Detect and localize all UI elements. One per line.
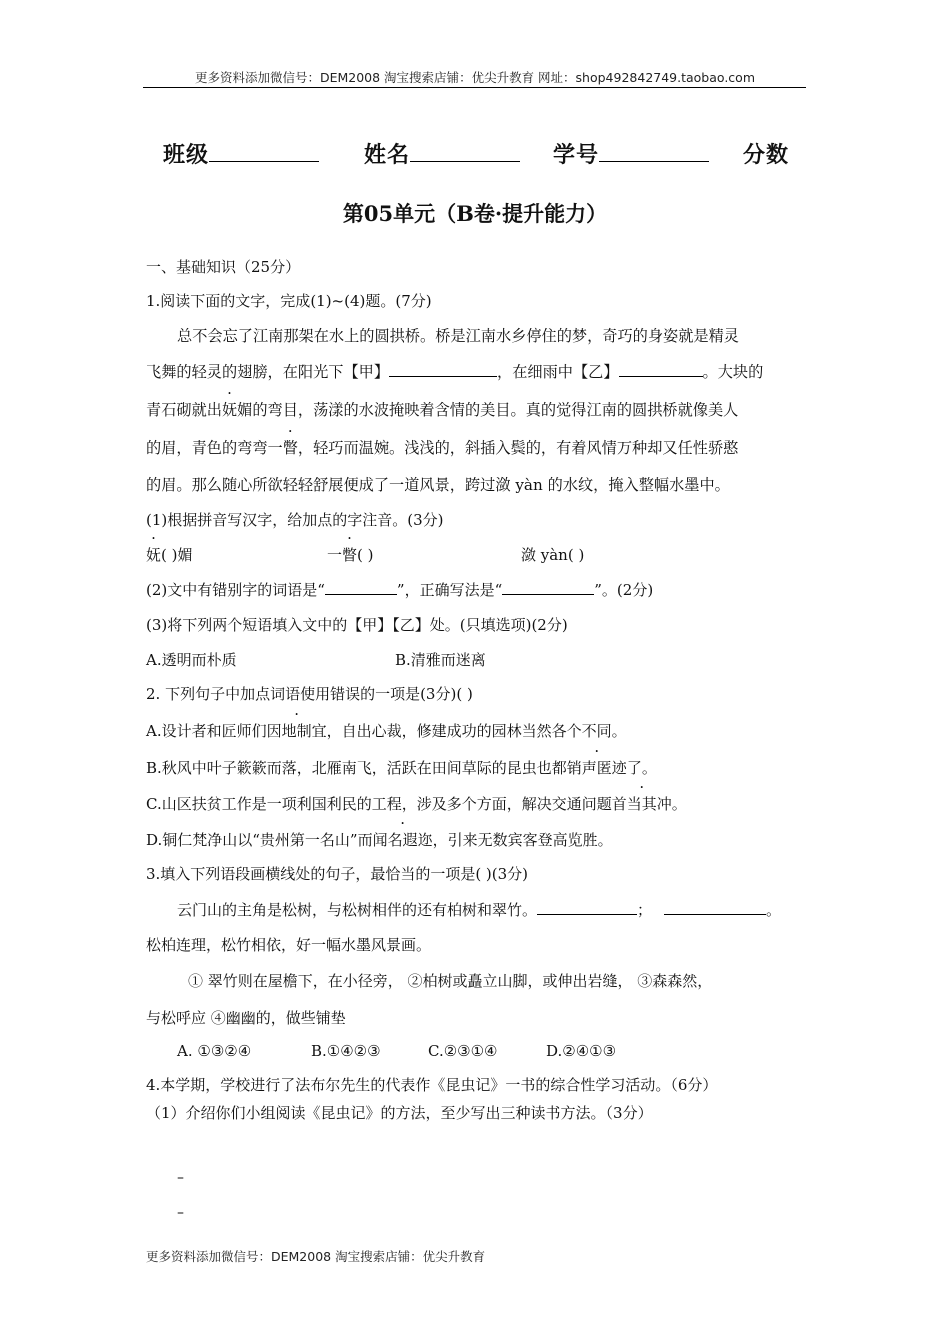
name-blank[interactable] [410, 161, 520, 162]
wrong-word-blank[interactable] [325, 582, 397, 595]
passage-line-1: 总不会忘了江南那架在水上的圆拱桥。桥是江南水乡停住的梦，奇巧的身姿就是精灵 [177, 327, 739, 345]
passage-line-3: 青石砌就出妩媚的弯目，荡漾的水波掩映着含情的美目。真的觉得江南的圆拱桥就像美人 [146, 401, 739, 419]
correct-word-blank[interactable] [502, 582, 594, 595]
q1-option-b: B.清雅而迷离 [395, 651, 486, 669]
q4-stem: 4.本学期，学校进行了法布尔先生的代表作《昆虫记》一书的综合性学习活动。（6分） [146, 1076, 718, 1094]
q2-option-c[interactable]: C.山区扶贫工作是一项利国利民的工程，涉及多个方面，解决交通问题首当其冲。 [146, 795, 687, 813]
q2-option-d[interactable]: D.铜仁梵净山以“贵州第一名山”而闻名遐迩，引来无数宾客登高览胜。 [146, 831, 613, 849]
page-title: 第05单元（B卷·提升能力） [342, 201, 608, 226]
page-footer: 更多资料添加微信号：DEM2008 淘宝搜索店铺：优尖升教育 [146, 1249, 486, 1264]
q3-choice-a[interactable]: A. ①③②④ [177, 1042, 252, 1060]
passage-line-2: 飞舞的轻灵的翅膀，在阳光下【甲】 ，在细雨中【乙】 。大块的 [146, 363, 764, 381]
dotted-char: 妩 [221, 401, 238, 419]
q1-option-a: A.透明而朴质 [146, 651, 237, 669]
q1-sub1-item-c[interactable]: 潋 yàn( ) [521, 546, 585, 564]
q1-sub1: (1)根据拼音写汉字，给加点的字注音。(3分) [146, 511, 444, 529]
q1-sub1-item-a[interactable]: 妩( )媚 [146, 546, 193, 564]
q3-stem: 3.填入下列语段画横线处的句子，最恰当的一项是( )(3分) [146, 865, 529, 883]
dotted-char: 瞥 [282, 439, 298, 457]
class-field [163, 138, 319, 169]
q3-choice-d[interactable]: D.②④①③ [546, 1042, 617, 1060]
score-label: 分数 [743, 143, 790, 168]
q3-choice-c[interactable]: C.②③①④ [428, 1042, 498, 1060]
answer-dash-1: – [177, 1170, 184, 1186]
q3-passage-line-2: 松柏连理，松竹相依，好一幅水墨风景画。 [146, 936, 432, 954]
q1-sub3: (3)将下列两个短语填入文中的【甲】【乙】处。(只填选项)(2分) [146, 616, 568, 634]
student-id-label: 学号 [553, 143, 600, 168]
q2-option-b[interactable]: B.秋风中叶子簌簌而落，北雁南飞，活跃在田间草际的昆虫也都销声匿迹了。 [146, 759, 657, 777]
q3-passage-line-1: 云门山的主角是松树，与松树相伴的还有柏树和翠竹。 ； 。 [177, 901, 782, 919]
answer-dash-2: – [177, 1205, 184, 1221]
passage-line-5: 的眉。那么随心所欲轻轻舒展便成了一道风景，跨过潋 yàn 的水纹，掩入整幅水墨中。 [146, 476, 730, 494]
page-header: 更多资料添加微信号：DEM2008 淘宝搜索店铺：优尖升教育 网址：shop492842749.taobao.com [194, 70, 756, 85]
class-blank[interactable] [209, 161, 319, 162]
q2-option-a[interactable]: A.设计者和匠师们因地制宜，自出心裁，修建成功的园林当然各个不同。 [146, 722, 627, 740]
blank-yi[interactable] [619, 364, 703, 377]
q3-sentences-cont: 与松呼应 ④幽幽的，做些铺垫 [146, 1009, 346, 1027]
q1-sub1-item-b[interactable]: 一瞥( ) [327, 546, 374, 564]
section-heading: 一、基础知识（25分） [146, 258, 301, 276]
q3-blank-2[interactable] [664, 902, 766, 915]
q3-sentences: ① 翠竹则在屋檐下，在小径旁， ②柏树或矗立山脚，或伸出岩缝， ③森森然， [188, 972, 713, 990]
passage-line-4: 的眉，青色的弯弯一瞥，轻巧而温婉。浅浅的，斜插入鬓的，有着风情万种却又任性骄憨 [146, 439, 739, 457]
student-id-blank[interactable] [599, 161, 709, 162]
header-rule [143, 87, 806, 88]
q4-sub1: （1）介绍你们小组阅读《昆虫记》的方法，至少写出三种读书方法。（3分） [146, 1104, 653, 1122]
q1-sub2: (2)文中有错别字的词语是“ ”，正确写法是“ ”。(2分) [146, 581, 654, 599]
q3-blank-1[interactable] [537, 902, 637, 915]
name-label: 姓名 [364, 143, 411, 168]
q3-choice-b[interactable]: B.①④②③ [311, 1042, 381, 1060]
student-id-field [553, 138, 709, 169]
name-field [364, 138, 520, 169]
q2-stem: 2. 下列句子中加点词语使用错误的一项是(3分)( ) [146, 685, 473, 703]
blank-jia[interactable] [389, 364, 497, 377]
class-label: 班级 [163, 143, 210, 168]
q1-stem: 1.阅读下面的文字，完成(1)~(4)题。(7分) [146, 292, 432, 310]
